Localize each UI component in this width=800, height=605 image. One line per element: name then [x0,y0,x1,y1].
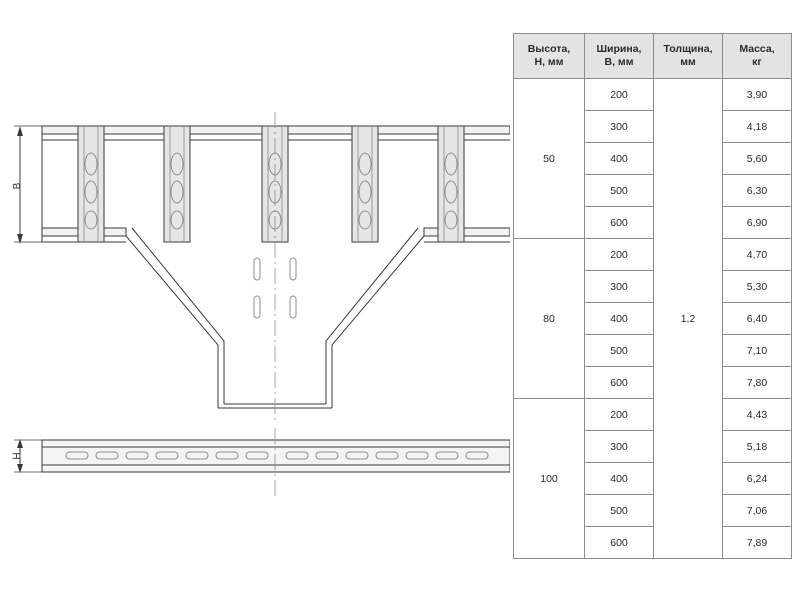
cell-width: 500 [585,175,654,207]
cell-width: 600 [585,527,654,559]
header-height [514,34,585,79]
cell-mass: 4,18 [723,111,792,143]
cell-width: 200 [585,79,654,111]
table-row [514,79,792,111]
cell-mass: 5,18 [723,431,792,463]
cell-width: 200 [585,399,654,431]
cell-mass: 4,70 [723,239,792,271]
header-height-line1: Высота, [527,42,571,55]
cell-mass: 7,89 [723,527,792,559]
table-row [514,399,792,431]
cell-width: 500 [585,495,654,527]
dimension-label-b: B [12,182,23,190]
cell-mass: 6,90 [723,207,792,239]
dimension-label-h: H [12,452,23,460]
header-mass [723,34,792,79]
cell-width: 500 [585,335,654,367]
cell-height: 80 [514,239,585,399]
cell-mass: 5,30 [723,271,792,303]
cell-width: 400 [585,303,654,335]
side-view [14,428,510,500]
table-body [514,79,792,559]
header-mass-line1: Масса, [739,42,775,55]
cell-mass: 5,60 [723,143,792,175]
cell-thickness: 1,2 [654,79,723,559]
cell-mass: 7,10 [723,335,792,367]
cell-width: 400 [585,463,654,495]
specification-table [513,33,792,559]
cell-width: 400 [585,143,654,175]
header-thickness-line1: Толщина, [663,42,713,55]
cell-mass: 7,80 [723,367,792,399]
cell-mass: 4,43 [723,399,792,431]
header-height-line2: Н, мм [534,56,564,68]
cell-mass: 6,40 [723,303,792,335]
cell-width: 300 [585,111,654,143]
cell-width: 600 [585,367,654,399]
cell-width: 200 [585,239,654,271]
cell-width: 300 [585,271,654,303]
table-header-row [514,34,792,79]
cell-width: 600 [585,207,654,239]
cell-mass: 7,06 [723,495,792,527]
cell-mass: 3,90 [723,79,792,111]
cell-mass: 6,24 [723,463,792,495]
header-thickness [654,34,723,79]
header-thickness-line2: мм [680,56,696,68]
header-width [585,34,654,79]
plan-cross-members [78,126,464,242]
header-mass-line2: кг [752,56,762,68]
cell-height: 50 [514,79,585,239]
header-width-line2: В, мм [604,56,634,68]
cell-height: 100 [514,399,585,559]
header-width-line1: Ширина, [596,42,642,55]
cell-mass: 6,30 [723,175,792,207]
table-head [514,34,792,79]
table-row [514,239,792,271]
cell-width: 300 [585,431,654,463]
